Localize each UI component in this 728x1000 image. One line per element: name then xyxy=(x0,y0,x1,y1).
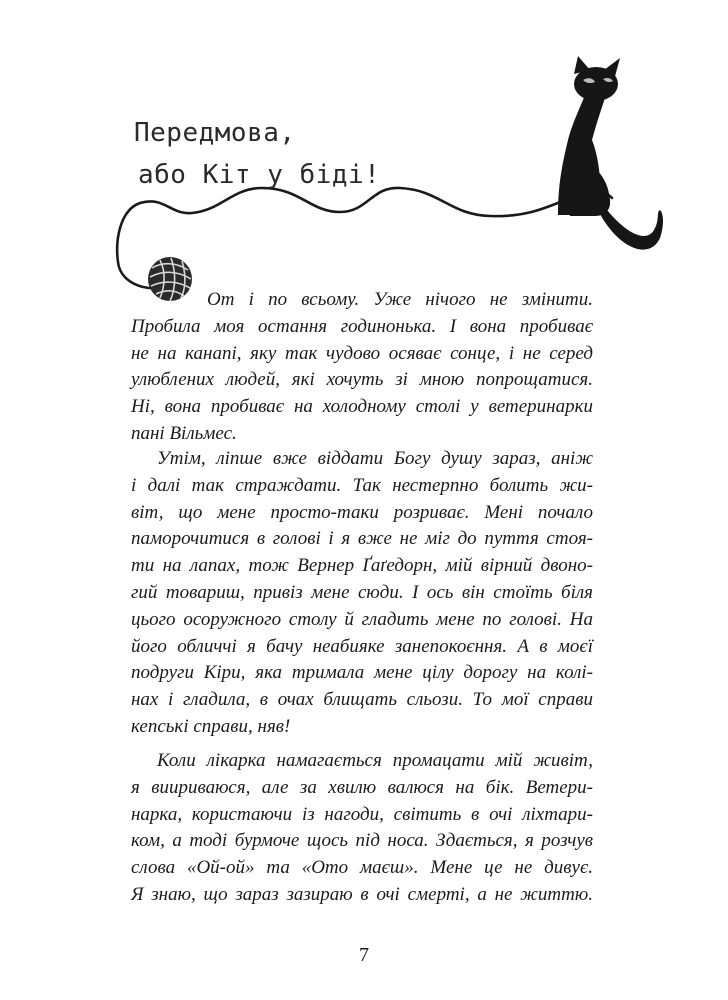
text-line: цього осоружного столу й гладить мене по голові. На xyxy=(131,608,593,630)
text-line: слова «Ой-ой» та «Ото маєш». Мене це не дивує. xyxy=(131,857,593,879)
text-line: Утім, ліпше вже віддати Богу душу зараз, аніж xyxy=(157,448,593,469)
text-line: ком, а тоді бурмоче щось під носа. Здається, я розчув xyxy=(131,830,593,852)
yarn-thread xyxy=(117,188,612,288)
text-line: нах і гладила, в очах блищать сльози. То мої справи xyxy=(131,689,593,711)
paragraph xyxy=(131,287,593,448)
text-line: я виириваюся, але за хвилю валюся на бік. Ветери- xyxy=(131,776,593,798)
page-number: 7 xyxy=(359,944,369,966)
text-line: пані Вільмес. xyxy=(131,422,237,444)
text-line: Ні, вона пробиває на холодному столі у ветеринарки xyxy=(131,396,593,418)
text-line: ти на лапах, тож Вернер Ґаґедорн, мій вірний двоно- xyxy=(131,555,593,577)
text-line: паморочитися в голові і я вже не міг до пуття стоя- xyxy=(131,528,593,550)
text-line: подруги Кіри, яка тримала мене цілу дорогу на колі- xyxy=(131,662,593,684)
paragraph xyxy=(131,446,593,741)
text-line: улюблених людей, які хочуть зі мною попрощатися. xyxy=(131,369,593,391)
text-line: Коли лікарка намагається промацати мій живіт, xyxy=(157,750,593,771)
text-line: гий товариш, привіз мене сюди. І ось він стоїть біля xyxy=(131,581,593,603)
text-line: не на канапі, яку так чудово осяває сонце, і не серед xyxy=(131,342,593,364)
chapter-title-line-2: або Кіт у біді! xyxy=(138,160,381,190)
chapter-title-line-1: Передмова, xyxy=(134,118,296,148)
cat-illustration xyxy=(558,56,663,250)
text-line: Пробила моя остання годинонька. І вона пробиває xyxy=(131,315,593,337)
text-line: кепські справи, няв! xyxy=(131,715,291,737)
text-line: От і по всьому. Уже нічого не змінити. xyxy=(207,289,593,310)
text-line: Я знаю, що зараз зазираю в очі смерті, а не життю. xyxy=(131,883,593,905)
text-line: і далі так страждати. Так нестерпно болить жи- xyxy=(131,474,593,496)
text-line: віт, що мене просто-таки розриває. Мені почало xyxy=(131,501,593,523)
text-line: його обличчі я бачу неабияке занепокоєння. А в моєї xyxy=(131,635,593,657)
paragraph xyxy=(131,748,593,909)
text-line: нарка, користаючи із нагоди, світить в очі ліхтари- xyxy=(131,803,593,825)
